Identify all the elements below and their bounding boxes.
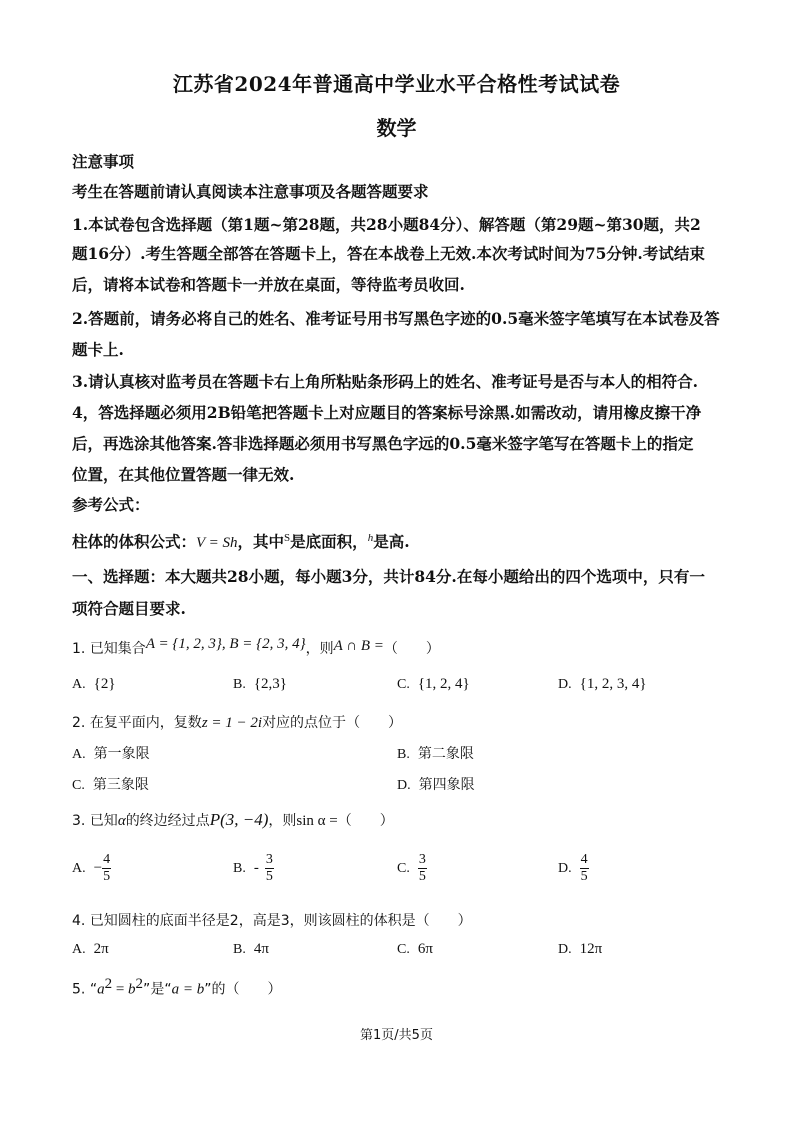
fraction bbox=[418, 852, 427, 885]
question-math: A = {1, 2, 3}, B = {2, 3, 4} bbox=[145, 636, 306, 652]
question-2-option-c bbox=[72, 774, 149, 794]
option-sign: − bbox=[93, 860, 103, 876]
answer-blank: （ ） bbox=[383, 641, 440, 657]
quote-close: ” bbox=[143, 981, 151, 998]
option-label: B. bbox=[233, 677, 246, 692]
question-math: α bbox=[117, 813, 126, 829]
exam-title: 江苏省2024年普通高中学业水平合格性考试试卷 bbox=[172, 72, 621, 96]
question-math: sin α = bbox=[296, 813, 338, 829]
notice-line: 后，请将本试卷和答题卡一并放在桌面，等待监考员收回. bbox=[72, 275, 465, 294]
question-3-option-a bbox=[72, 852, 111, 885]
formula-var-s: S bbox=[284, 531, 291, 544]
question-1-stem bbox=[72, 638, 440, 658]
formula-suffix: 是高. bbox=[373, 532, 410, 551]
question-text: 是 bbox=[150, 981, 165, 998]
question-3-stem bbox=[72, 810, 394, 830]
option-label: B. bbox=[233, 860, 246, 876]
formula-prefix: 柱体的体积公式： bbox=[72, 532, 197, 551]
section-heading-line1: 一、选择题：本大题共28小题，每小题3分，共计84分.在每小题给出的四个选项中，只有一 bbox=[72, 567, 705, 586]
question-4-option-b bbox=[233, 941, 269, 958]
option-value: 第四象限 bbox=[418, 777, 475, 793]
question-math: b bbox=[128, 981, 136, 998]
option-label: D. bbox=[558, 942, 572, 957]
exponent: 2 bbox=[135, 976, 144, 992]
fraction bbox=[102, 852, 111, 885]
option-label: C. bbox=[397, 860, 410, 876]
answer-blank: （ ） bbox=[225, 981, 282, 998]
question-text: 的终边经过点 bbox=[125, 813, 210, 829]
question-5-stem bbox=[72, 976, 281, 999]
option-value: 6π bbox=[417, 941, 433, 957]
question-text: ，则 bbox=[268, 813, 297, 829]
option-value: {1, 2, 4} bbox=[417, 676, 470, 692]
option-label: D. bbox=[397, 778, 411, 793]
notice-line: 位置，在其他位置答题一律无效. bbox=[72, 465, 295, 484]
question-text: 对应的点位于 bbox=[262, 715, 347, 731]
fraction bbox=[265, 852, 274, 885]
question-2-option-b bbox=[397, 743, 474, 763]
question-text: 已知集合 bbox=[89, 641, 146, 657]
option-label: D. bbox=[558, 677, 572, 692]
denominator: 5 bbox=[580, 869, 588, 884]
notice-line: 题16分）.考生答题全部答在答题卡上，答在本战卷上无效.本次考试时间为75分钟.考试结束 bbox=[72, 244, 705, 263]
quote-close: ” bbox=[204, 981, 212, 998]
numerator: 3 bbox=[265, 852, 273, 867]
question-text: ，则 bbox=[305, 641, 334, 657]
question-1-option-d bbox=[558, 676, 647, 693]
option-label: C. bbox=[397, 677, 410, 692]
option-sign: - bbox=[253, 860, 259, 876]
question-2-option-a bbox=[72, 743, 150, 763]
denominator: 5 bbox=[103, 869, 111, 884]
option-label: B. bbox=[397, 747, 410, 762]
question-number: 1. bbox=[72, 641, 86, 657]
question-text: 已知 bbox=[89, 813, 118, 829]
formula-expr: V = Sh bbox=[196, 535, 238, 551]
option-label: A. bbox=[72, 747, 86, 762]
formula-mid2: 是底面积， bbox=[290, 532, 368, 551]
option-value: {2} bbox=[93, 676, 116, 692]
page-number: 第1页/共5页 bbox=[360, 1028, 433, 1043]
notice-intro: 考生在答题前请认真阅读本注意事项及各题答题要求 bbox=[72, 182, 429, 201]
question-number: 4. bbox=[72, 913, 86, 929]
question-1-option-b bbox=[233, 676, 287, 693]
section-heading-line2: 项符合题目要求. bbox=[72, 599, 186, 618]
question-3-option-d bbox=[558, 852, 589, 885]
option-label: C. bbox=[397, 942, 410, 957]
notice-heading: 注意事项 bbox=[72, 152, 135, 171]
formula-line bbox=[72, 530, 410, 552]
notice-line: 1.本试卷包含选择题（第1题~第28题，共28小题84分）、解答题（第29题~第30题，共2 bbox=[72, 215, 701, 234]
option-label: C. bbox=[72, 778, 85, 793]
notice-line: 3.请认真核对监考员在答题卡右上角所粘贴条形码上的姓名、准考证号是否与本人的相符合. bbox=[72, 372, 699, 391]
notice-line: 2.答题前，请务必将自己的姓名、准考证号用书写黑色字迹的0.5毫米签字笔填写在本试卷及答 bbox=[72, 309, 720, 328]
option-value: 第三象限 bbox=[92, 777, 149, 793]
question-3-option-b bbox=[233, 852, 274, 885]
question-4-option-c bbox=[397, 941, 433, 958]
option-label: D. bbox=[558, 860, 572, 876]
question-number: 2. bbox=[72, 715, 86, 731]
question-text: 已知圆柱的底面半径是2，高是3，则该圆柱的体积是 bbox=[89, 913, 416, 929]
question-math: a bbox=[97, 981, 105, 998]
equals-sign: = bbox=[112, 981, 129, 998]
option-value: {1, 2, 3, 4} bbox=[579, 676, 647, 692]
question-text: 的 bbox=[211, 981, 226, 998]
formula-mid1: ，其中 bbox=[237, 532, 285, 551]
question-math: P(3, −4) bbox=[209, 810, 269, 829]
formula-heading: 参考公式： bbox=[72, 495, 150, 514]
quote-open: “ bbox=[164, 981, 172, 998]
option-value: 2π bbox=[93, 941, 109, 957]
numerator: 4 bbox=[580, 852, 588, 867]
formula-var-h: h bbox=[367, 531, 374, 544]
question-2-option-d bbox=[397, 774, 475, 794]
question-math: z = 1 − 2i bbox=[201, 715, 263, 731]
option-label: A. bbox=[72, 677, 86, 692]
option-value: 12π bbox=[579, 941, 603, 957]
exam-subject: 数学 bbox=[376, 116, 417, 140]
option-label: A. bbox=[72, 942, 86, 957]
notice-line: 题卡上. bbox=[72, 340, 124, 359]
option-value: {2,3} bbox=[253, 676, 287, 692]
numerator: 3 bbox=[418, 852, 426, 867]
answer-blank: （ ） bbox=[415, 913, 472, 929]
question-number: 5. bbox=[72, 981, 86, 998]
denominator: 5 bbox=[418, 869, 426, 884]
notice-line: 后，再选涂其他答案.答非选择题必须用书写黑色字远的0.5毫米签字笔写在答题卡上的指定 bbox=[72, 434, 694, 453]
question-number: 3. bbox=[72, 813, 86, 829]
question-4-option-a bbox=[72, 941, 109, 958]
option-value: 4π bbox=[253, 941, 269, 957]
option-value: 第二象限 bbox=[417, 746, 474, 762]
exponent: 2 bbox=[104, 976, 113, 992]
option-value: 第一象限 bbox=[93, 746, 150, 762]
question-math: A ∩ B = bbox=[333, 638, 384, 654]
question-1-option-a bbox=[72, 676, 116, 693]
option-label: B. bbox=[233, 942, 246, 957]
question-math: a = b bbox=[171, 981, 205, 998]
question-1-option-c bbox=[397, 676, 470, 693]
question-text: 在复平面内，复数 bbox=[89, 715, 202, 731]
notice-line: 4，答选择题必须用2B铅笔把答题卡上对应题目的答案标号涂黑.如需改动，请用橡皮擦干净 bbox=[72, 403, 702, 422]
fraction bbox=[580, 852, 589, 885]
question-3-option-c bbox=[397, 852, 427, 885]
question-2-stem bbox=[72, 712, 402, 732]
answer-blank: （ ） bbox=[337, 813, 394, 829]
answer-blank: （ ） bbox=[346, 715, 403, 731]
numerator: 4 bbox=[103, 852, 111, 867]
option-label: A. bbox=[72, 860, 86, 876]
question-4-option-d bbox=[558, 941, 602, 958]
denominator: 5 bbox=[265, 869, 273, 884]
question-4-stem bbox=[72, 910, 472, 930]
quote-open: “ bbox=[89, 981, 98, 998]
